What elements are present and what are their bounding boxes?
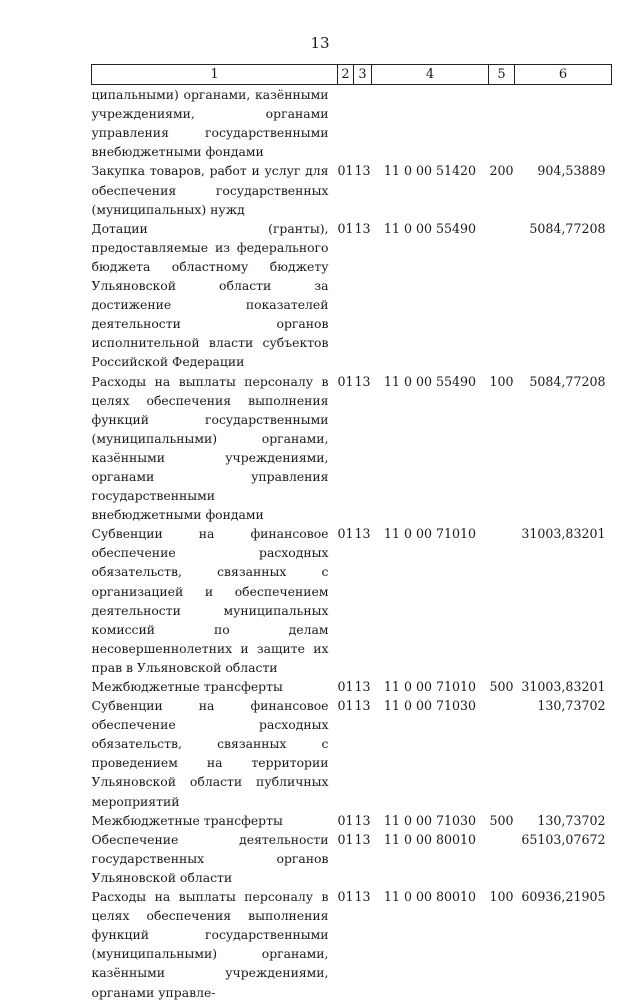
row-subsection: 13	[354, 812, 371, 828]
row-subsection: 13	[354, 373, 371, 389]
row-code: 11 0 00 80010	[383, 831, 477, 847]
table-row	[92, 372, 612, 525]
row-section: 01	[337, 889, 354, 905]
row-section: 01	[337, 679, 354, 694]
row-code: 11 0 00 80010	[383, 889, 477, 905]
row-name: Обеспечение деятельности государственных органов Ульяновской области	[91, 831, 329, 885]
row-code	[372, 85, 489, 162]
table-row	[92, 677, 612, 696]
row-amount: 60936,21905	[521, 889, 606, 905]
table-row	[92, 696, 612, 811]
header-col-6: 6	[515, 65, 612, 85]
row-name: Субвенции на финансовое обеспечение расходных обязательств, связанных с организацией и обеспечением деятельности муниципальных комиссий по делам несовершеннолетних и защите их прав в Ульяновской области	[91, 526, 329, 675]
row-section: 01	[337, 526, 354, 542]
row-type	[489, 830, 515, 887]
row-subsection: 13	[354, 698, 371, 714]
row-type	[489, 219, 515, 372]
table-row	[92, 161, 612, 218]
row-type	[489, 696, 515, 811]
row-section: 01	[337, 812, 354, 828]
row-name: ципальными) органами, казёнными учреждениями, органами управления государственными внебюджетными фондами	[91, 87, 329, 160]
row-code: 11 0 00 55490	[383, 373, 477, 389]
row-type: 500	[489, 812, 514, 828]
row-subsection	[354, 85, 372, 162]
row-section: 01	[337, 831, 354, 847]
row-type	[489, 85, 515, 162]
table-row	[92, 811, 612, 830]
row-section: 01	[337, 163, 354, 179]
row-name: Закупка товаров, работ и услуг для обеспечения государственных (муниципальных) нужд	[91, 163, 329, 217]
row-section	[338, 85, 354, 162]
row-section: 01	[337, 220, 354, 236]
row-type	[489, 524, 515, 677]
header-col-1: 1	[92, 65, 338, 85]
header-col-5: 5	[489, 65, 515, 85]
header-row	[92, 65, 612, 85]
row-amount: 31003,83201	[521, 526, 606, 542]
row-section: 01	[337, 698, 354, 714]
row-type: 100	[489, 889, 514, 905]
page-number: 13	[310, 34, 330, 52]
row-subsection: 13	[354, 831, 371, 847]
row-code: 11 0 00 51420	[383, 163, 477, 179]
row-code: 11 0 00 71010	[383, 679, 477, 694]
row-name: Субвенции на финансовое обеспечение расходных обязательств, связанных с проведением на территории Ульяновской области публичных мероприятий	[91, 698, 329, 809]
row-name: Дотации (гранты), предоставляемые из федерального бюджета областному бюджету Ульяновской области за достижение показателей деятельности органов исполнительной власти субъектов Российской Федерации	[91, 220, 329, 370]
row-name: Расходы на выплаты персоналу в целях обеспечения выполнения функций государственными (муниципальными) органами, казёнными учреждениями, органами управле-	[91, 889, 329, 1000]
row-amount: 31003,83201	[521, 679, 606, 694]
row-amount: 130,73702	[537, 812, 606, 828]
row-subsection: 13	[354, 679, 371, 694]
header-col-3: 3	[354, 65, 372, 85]
row-type: 500	[489, 679, 514, 694]
row-name: Межбюджетные трансферты	[91, 679, 283, 694]
row-name: Расходы на выплаты персоналу в целях обеспечения выполнения функций государственными (муниципальными) органами, казёнными учреждениями, органами управления государственными внебюджетными фондами	[91, 373, 329, 523]
row-code: 11 0 00 55490	[383, 220, 477, 236]
row-amount	[515, 85, 612, 162]
table-row	[92, 887, 612, 1002]
row-name: Межбюджетные трансферты	[91, 812, 283, 828]
row-code: 11 0 00 71010	[383, 526, 477, 542]
row-subsection: 13	[354, 163, 371, 179]
row-amount: 65103,07672	[521, 831, 606, 847]
header-col-4: 4	[372, 65, 489, 85]
budget-table	[91, 64, 612, 1002]
row-amount: 130,73702	[537, 698, 606, 714]
table-row	[92, 830, 612, 887]
table-row	[92, 85, 612, 162]
row-code: 11 0 00 71030	[383, 812, 477, 828]
row-code: 11 0 00 71030	[383, 698, 477, 714]
row-type: 100	[489, 373, 514, 389]
row-subsection: 13	[354, 526, 371, 542]
row-amount: 5084,77208	[529, 220, 606, 236]
header-col-2: 2	[338, 65, 354, 85]
table-row	[92, 524, 612, 677]
table-row	[92, 219, 612, 372]
row-type: 200	[489, 163, 514, 179]
row-amount: 904,53889	[537, 163, 606, 179]
row-section: 01	[337, 373, 354, 389]
row-subsection: 13	[354, 220, 371, 236]
row-amount: 5084,77208	[529, 373, 606, 389]
row-subsection: 13	[354, 889, 371, 905]
